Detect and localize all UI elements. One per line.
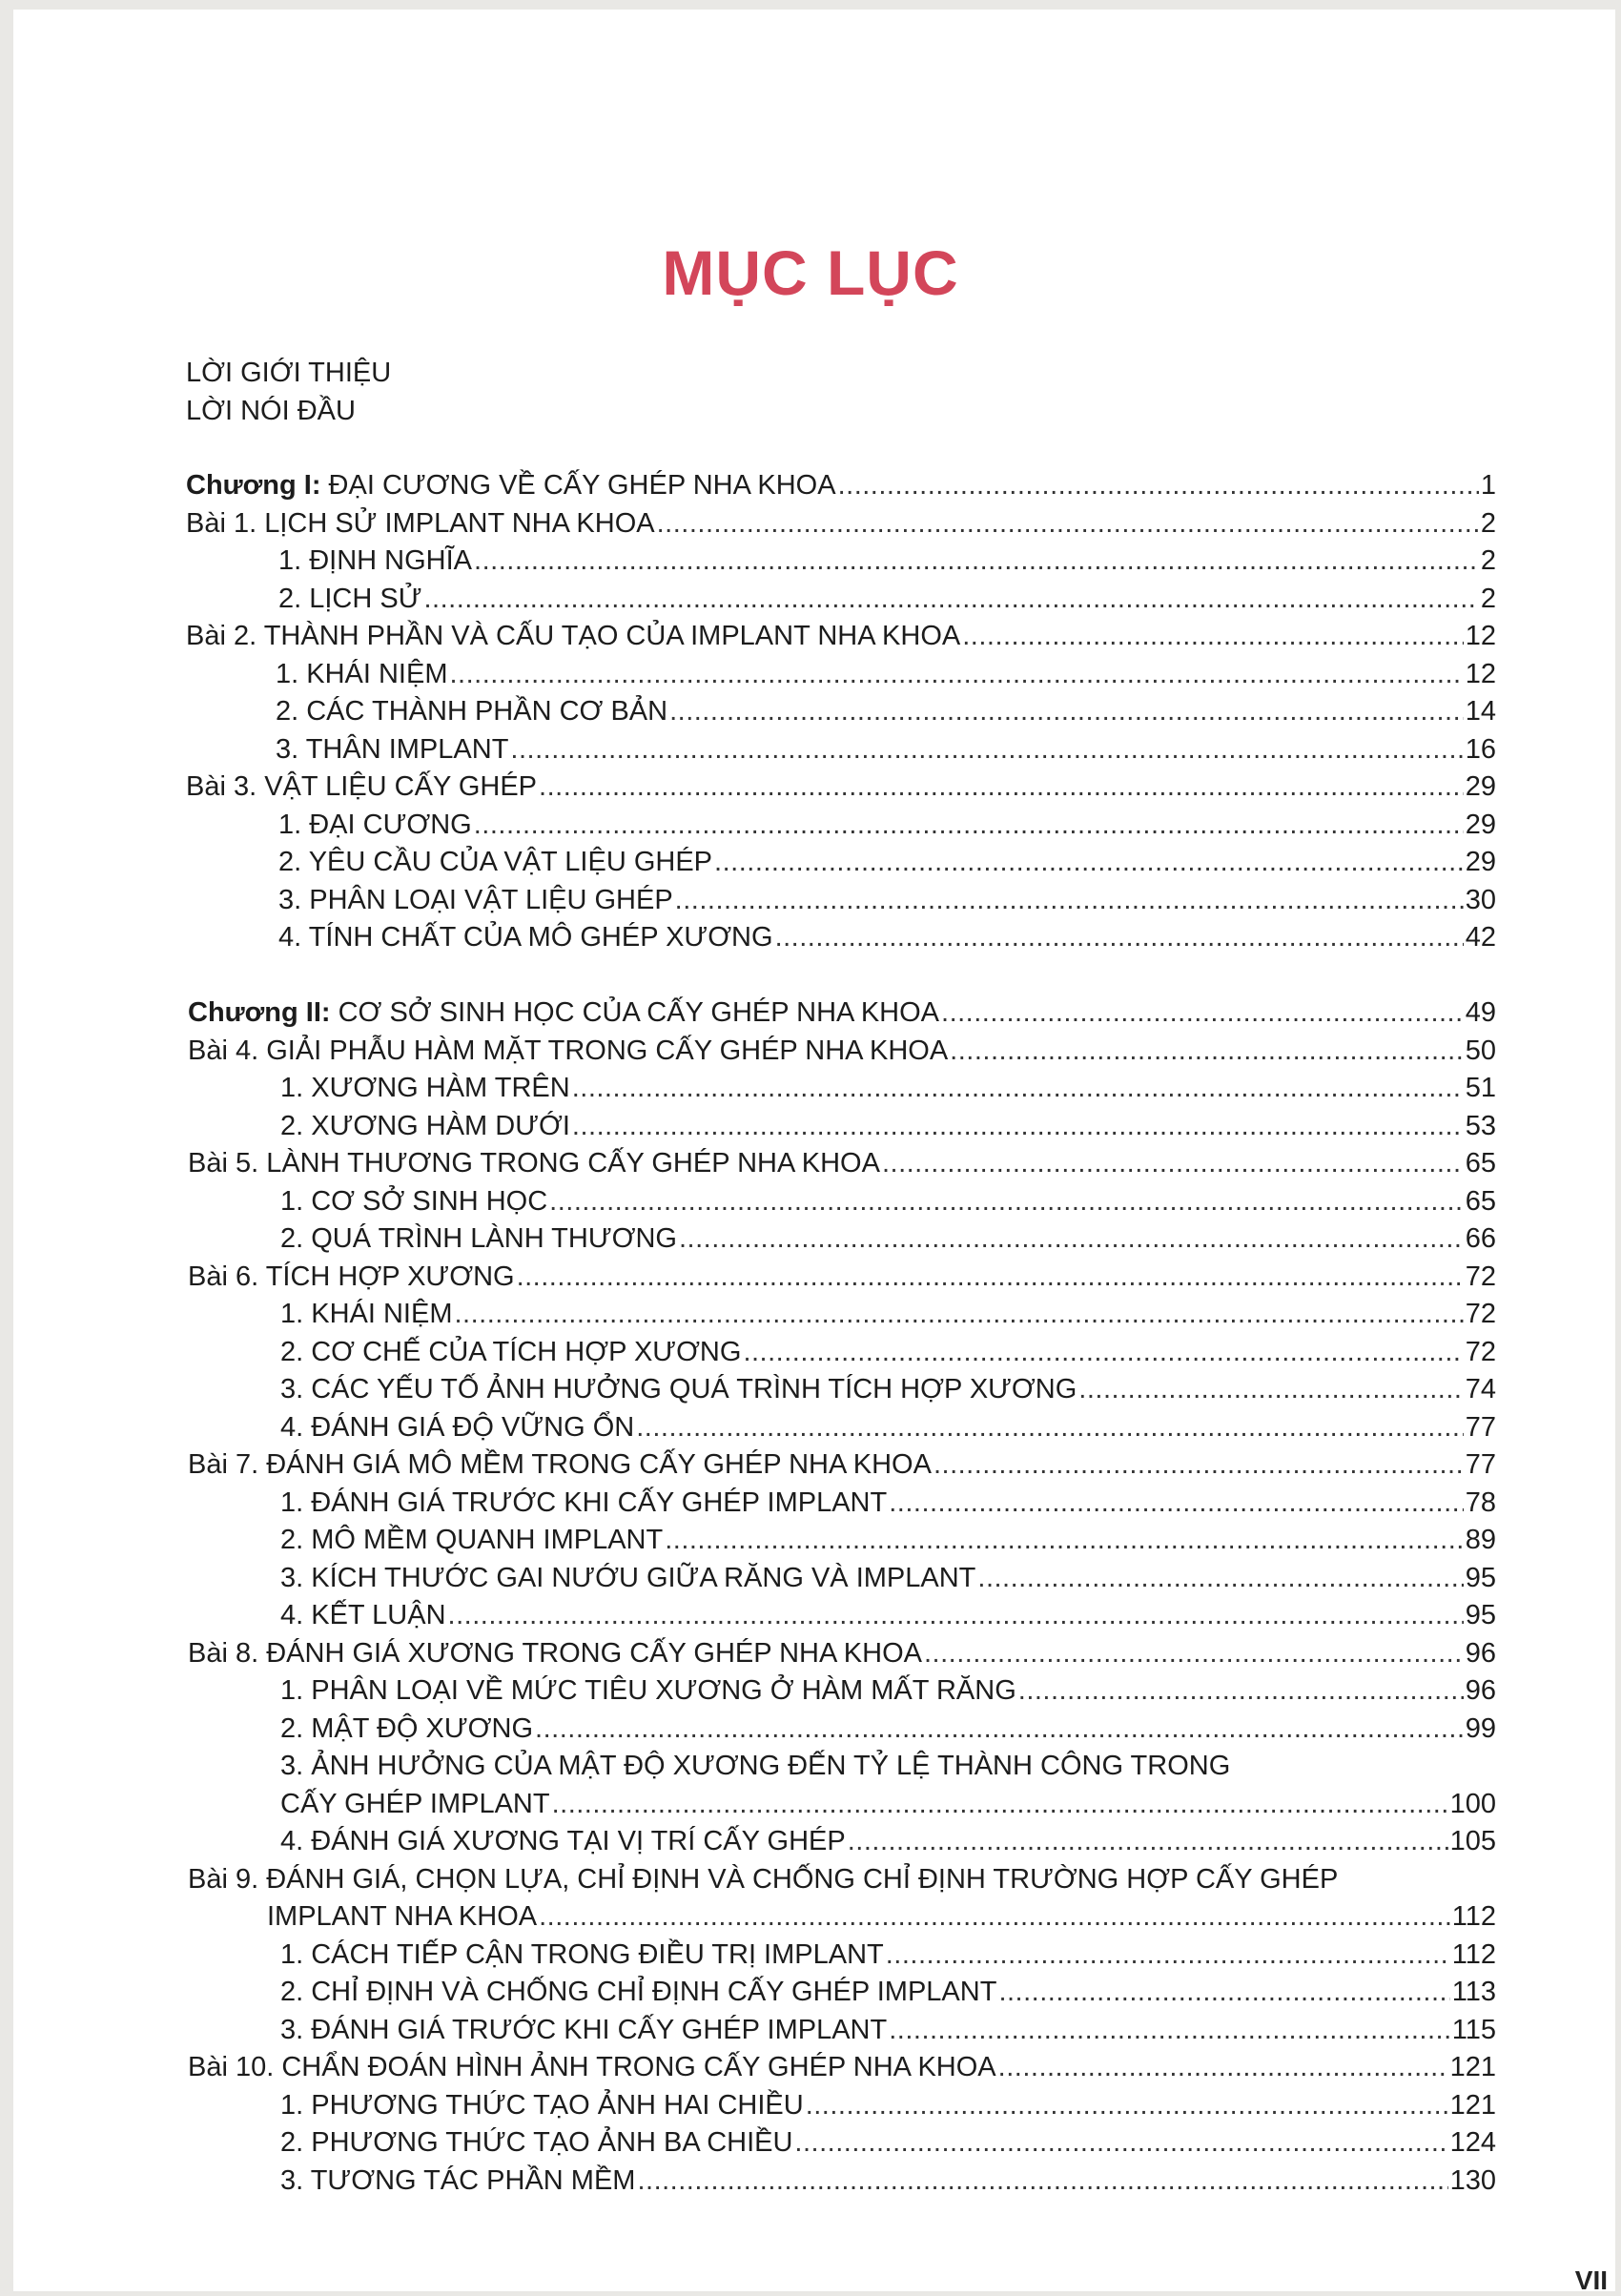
toc-entry-text: 3. THÂN IMPLANT [276, 734, 509, 765]
toc-entry-text: 4. KẾT LUẬN [280, 1600, 446, 1630]
leader-dots [510, 731, 1463, 768]
chapter-label: Chương II: [188, 997, 331, 1028]
leader-dots [517, 1259, 1464, 1295]
toc-page-number: 12 [1465, 659, 1496, 689]
toc-page-number: 29 [1465, 771, 1496, 802]
toc-page-number: 2 [1480, 508, 1496, 539]
leader-dots [848, 1823, 1448, 1859]
toc-item[interactable] [280, 1937, 1496, 1973]
toc-page-number: 42 [1465, 922, 1496, 953]
toc-entry-text: 1. XƯƠNG HÀM TRÊN [280, 1073, 570, 1103]
leader-dots [1018, 1672, 1464, 1709]
toc-item-wrapped[interactable]: 3. ẢNH HƯỞNG CỦA MẬT ĐỘ XƯƠNG ĐẾN TỶ LỆ THÀNH CÔNG TRONG [280, 1751, 1231, 1781]
toc-item[interactable] [280, 1220, 1496, 1257]
toc-entry-text: 3. ĐÁNH GIÁ TRƯỚC KHI CẤY GHÉP IMPLANT [280, 2015, 888, 2045]
toc-entry-text: 3. CÁC YẾU TỐ ẢNH HƯỞNG QUÁ TRÌNH TÍCH HỢP XƯƠNG [280, 1374, 1077, 1404]
toc-page-number: 66 [1465, 1223, 1496, 1254]
toc-entry-text: 3. KÍCH THƯỚC GAI NƯỚU GIỮA RĂNG VÀ IMPLANT [280, 1563, 976, 1593]
toc-item[interactable] [280, 1522, 1496, 1558]
leader-dots [838, 467, 1479, 503]
toc-page-number: 65 [1465, 1186, 1496, 1217]
toc-item[interactable] [280, 2124, 1496, 2161]
toc-lesson[interactable] [188, 2049, 1496, 2085]
toc-page-number: 2 [1480, 584, 1496, 614]
toc-entry-text: 2. CƠ CHẾ CỦA TÍCH HỢP XƯƠNG [280, 1337, 742, 1367]
toc-item[interactable] [280, 2012, 1496, 2048]
intro-line-2: LỜI NÓI ĐẦU [186, 396, 356, 426]
toc-item[interactable] [276, 693, 1496, 729]
toc-lesson[interactable] [186, 618, 1496, 654]
leader-dots [714, 844, 1464, 880]
toc-entry-text: CƠ SỞ SINH HỌC CỦA CẤY GHÉP NHA KHOA [338, 997, 940, 1028]
leader-dots [637, 2163, 1447, 2199]
toc-item[interactable] [278, 919, 1496, 955]
toc-page-number: 96 [1465, 1638, 1496, 1669]
toc-page-number: 51 [1465, 1073, 1496, 1103]
leader-dots [1078, 1371, 1463, 1407]
toc-page-number: 96 [1465, 1675, 1496, 1706]
toc-page-number: 124 [1449, 2127, 1496, 2158]
leader-dots [794, 2124, 1447, 2161]
toc-page-number: 77 [1465, 1449, 1496, 1480]
leader-dots [882, 1145, 1464, 1181]
toc-entry-text: 2. CHỈ ĐỊNH VÀ CHỐNG CHỈ ĐỊNH CẤY GHÉP IMPLANT [280, 1977, 997, 2007]
toc-entry-text: Bài 7. ĐÁNH GIÁ MÔ MỀM TRONG CẤY GHÉP NHA KHOA [188, 1449, 932, 1480]
leader-dots [679, 1220, 1464, 1257]
toc-entry-text: 2. LỊCH SỬ [278, 584, 422, 614]
toc-page-number: 1 [1480, 470, 1496, 501]
toc-item[interactable] [278, 581, 1496, 617]
toc-item[interactable] [280, 1560, 1496, 1596]
toc-item[interactable] [280, 1070, 1496, 1106]
toc-lesson[interactable] [186, 505, 1496, 542]
leader-dots [636, 1409, 1464, 1445]
toc-lesson[interactable] [188, 1446, 1496, 1483]
toc-page-number: 121 [1449, 2090, 1496, 2121]
toc-page-number: 100 [1449, 1789, 1496, 1819]
toc-entry-text: 2. QUÁ TRÌNH LÀNH THƯƠNG [280, 1223, 677, 1254]
toc-entry-text: 2. PHƯƠNG THỨC TẠO ẢNH BA CHIỀU [280, 2127, 793, 2158]
toc-entry-text: 4. ĐÁNH GIÁ XƯƠNG TẠI VỊ TRÍ CẤY GHÉP [280, 1826, 846, 1856]
leader-dots [552, 1786, 1448, 1822]
leader-dots [572, 1070, 1464, 1106]
toc-entry-text: 1. ĐỊNH NGHĨA [278, 545, 473, 576]
toc-page-number: 89 [1465, 1525, 1496, 1555]
toc-lesson-wrapped[interactable]: Bài 9. ĐÁNH GIÁ, CHỌN LỰA, CHỈ ĐỊNH VÀ CHỐNG CHỈ ĐỊNH TRƯỜNG HỢP CẤY GHÉP [188, 1864, 1339, 1895]
toc-page-number: 12 [1465, 621, 1496, 651]
toc-page-number: 99 [1465, 1713, 1496, 1744]
toc-item[interactable] [278, 844, 1496, 880]
leader-dots [572, 1108, 1464, 1144]
toc-page-number: 72 [1465, 1299, 1496, 1329]
toc-entry-text: 1. PHƯƠNG THỨC TẠO ẢNH HAI CHIỀU [280, 2090, 804, 2121]
chapter-label: Chương I: [186, 470, 321, 501]
toc-page-number: 29 [1465, 810, 1496, 840]
leader-dots [423, 581, 1478, 617]
toc-entry-text: IMPLANT NHA KHOA [267, 1901, 538, 1932]
leader-dots [775, 919, 1464, 955]
toc-entry-text: 2. YÊU CẦU CỦA VẬT LIỆU GHÉP [278, 847, 713, 877]
leader-dots [669, 693, 1464, 729]
toc-item-continuation[interactable] [280, 1786, 1496, 1822]
leader-dots [665, 1522, 1464, 1558]
toc-item[interactable] [280, 1974, 1496, 2010]
toc-entry-text: 4. ĐÁNH GIÁ ĐỘ VỮNG ỔN [280, 1412, 635, 1443]
toc-item[interactable] [280, 1108, 1496, 1144]
toc-item[interactable] [280, 2163, 1496, 2199]
leader-dots [998, 1974, 1449, 2010]
toc-page-number: 72 [1465, 1261, 1496, 1292]
toc-item[interactable] [280, 1485, 1496, 1521]
toc-entry-text: 1. KHÁI NIỆM [276, 659, 448, 689]
toc-entry-text: Bài 5. LÀNH THƯƠNG TRONG CẤY GHÉP NHA KHOA [188, 1148, 880, 1179]
toc-item[interactable] [280, 1823, 1496, 1859]
toc-lesson-continuation[interactable] [267, 1898, 1496, 1935]
toc-entry-text: CẤY GHÉP IMPLANT [280, 1789, 550, 1819]
toc-item[interactable] [280, 2087, 1496, 2123]
toc-page-number: 130 [1449, 2165, 1496, 2196]
leader-dots [934, 1446, 1464, 1483]
toc-chapter[interactable] [188, 994, 1496, 1031]
toc-page-number: 95 [1465, 1600, 1496, 1630]
leader-dots [539, 769, 1464, 805]
toc-page-number: 112 [1451, 1939, 1496, 1970]
toc-entry-text: ĐẠI CƯƠNG VỀ CẤY GHÉP NHA KHOA [328, 470, 836, 501]
leader-dots [998, 2049, 1448, 2085]
leader-dots [886, 1937, 1450, 1973]
toc-item[interactable] [280, 1183, 1496, 1220]
leader-dots [474, 807, 1464, 843]
page-title: MỤC LỤC [662, 237, 959, 308]
toc-page-number: 49 [1465, 997, 1496, 1028]
toc-item[interactable] [280, 1711, 1496, 1747]
toc-page-number: 113 [1451, 1977, 1496, 2007]
toc-item[interactable] [280, 1672, 1496, 1709]
toc-entry-text: 1. PHÂN LOẠI VỀ MỨC TIÊU XƯƠNG Ở HÀM MẤT RĂNG [280, 1675, 1016, 1706]
intro-line-1: LỜI GIỚI THIỆU [186, 358, 392, 388]
leader-dots [539, 1898, 1450, 1935]
leader-dots [941, 994, 1464, 1031]
toc-page-number: 105 [1449, 1826, 1496, 1856]
leader-dots [549, 1183, 1464, 1220]
leader-dots [962, 618, 1464, 654]
toc-entry-text: 2. MẬT ĐỘ XƯƠNG [280, 1713, 534, 1744]
toc-page-number: 29 [1465, 847, 1496, 877]
toc-page-number: 53 [1465, 1111, 1496, 1141]
toc-lesson[interactable] [188, 1635, 1496, 1671]
toc-page-number: 115 [1451, 2015, 1496, 2045]
toc-entry-text: Bài 2. THÀNH PHẦN VÀ CẤU TẠO CỦA IMPLANT NHA KHOA [186, 621, 961, 651]
leader-dots [924, 1635, 1464, 1671]
toc-entry-text: 1. CÁCH TIẾP CẬN TRONG ĐIỀU TRỊ IMPLANT [280, 1939, 884, 1970]
toc-lesson[interactable] [188, 1033, 1496, 1069]
toc-entry-text: 2. CÁC THÀNH PHẦN CƠ BẢN [276, 696, 668, 727]
toc-chapter[interactable] [186, 467, 1496, 503]
toc-entry-text: 1. CƠ SỞ SINH HỌC [280, 1186, 548, 1217]
toc-page-number: 95 [1465, 1563, 1496, 1593]
leader-dots [889, 2012, 1450, 2048]
toc-page-number: 74 [1465, 1374, 1496, 1404]
page-number-roman: VII [1574, 2265, 1608, 2295]
leader-dots [448, 1597, 1464, 1633]
leader-dots [450, 656, 1464, 692]
toc-entry-text: 4. TÍNH CHẤT CỦA MÔ GHÉP XƯƠNG [278, 922, 773, 953]
leader-dots [806, 2087, 1448, 2123]
toc-entry-text: 2. MÔ MỀM QUANH IMPLANT [280, 1525, 664, 1555]
toc-page-number: 112 [1451, 1901, 1496, 1932]
toc-page-number: 78 [1465, 1487, 1496, 1518]
toc-page-number: 2 [1480, 545, 1496, 576]
toc-page-number: 65 [1465, 1148, 1496, 1179]
toc-item[interactable] [280, 1409, 1496, 1445]
toc-item[interactable] [280, 1296, 1496, 1332]
toc-lesson[interactable] [186, 769, 1496, 805]
toc-item[interactable] [276, 731, 1496, 768]
toc-item[interactable] [278, 807, 1496, 843]
toc-item[interactable] [278, 882, 1496, 918]
leader-dots [474, 543, 1479, 579]
toc-page-number: 30 [1465, 885, 1496, 915]
leader-dots [657, 505, 1479, 542]
toc-page-number: 77 [1465, 1412, 1496, 1443]
toc-item[interactable] [278, 543, 1496, 579]
toc-entry-text: 1. ĐÁNH GIÁ TRƯỚC KHI CẤY GHÉP IMPLANT [280, 1487, 888, 1518]
leader-dots [950, 1033, 1464, 1069]
toc-entry-text: Bài 10. CHẨN ĐOÁN HÌNH ẢNH TRONG CẤY GHÉP NHA KHOA [188, 2052, 996, 2082]
toc-page-number: 72 [1465, 1337, 1496, 1367]
toc-entry-text: 3. PHÂN LOẠI VẬT LIỆU GHÉP [278, 885, 673, 915]
leader-dots [977, 1560, 1463, 1596]
leader-dots [743, 1334, 1463, 1370]
toc-page-number: 121 [1449, 2052, 1496, 2082]
toc-lesson[interactable] [188, 1259, 1496, 1295]
leader-dots [535, 1711, 1464, 1747]
toc-page-number: 14 [1465, 696, 1496, 727]
leader-dots [675, 882, 1464, 918]
toc-entry-text: 3. TƯƠNG TÁC PHẦN MỀM [280, 2165, 636, 2196]
leader-dots [889, 1485, 1464, 1521]
toc-lesson[interactable] [188, 1145, 1496, 1181]
toc-entry-text: 2. XƯƠNG HÀM DƯỚI [280, 1111, 570, 1141]
toc-item[interactable] [276, 656, 1496, 692]
toc-entry-text: Bài 6. TÍCH HỢP XƯƠNG [188, 1261, 515, 1292]
toc-item[interactable] [280, 1597, 1496, 1633]
toc-entry-text: Bài 4. GIẢI PHẪU HÀM MẶT TRONG CẤY GHÉP NHA KHOA [188, 1035, 949, 1066]
toc-entry-text: Bài 1. LỊCH SỬ IMPLANT NHA KHOA [186, 508, 655, 539]
toc-page-number: 16 [1465, 734, 1496, 765]
leader-dots [455, 1296, 1464, 1332]
toc-entry-text: 1. ĐẠI CƯƠNG [278, 810, 472, 840]
toc-entry-text: Bài 8. ĐÁNH GIÁ XƯƠNG TRONG CẤY GHÉP NHA KHOA [188, 1638, 922, 1669]
toc-item[interactable] [280, 1371, 1496, 1407]
toc-item[interactable] [280, 1334, 1496, 1370]
toc-page-number: 50 [1465, 1035, 1496, 1066]
toc-entry-text: 1. KHÁI NIỆM [280, 1299, 453, 1329]
toc-entry-text: Bài 3. VẬT LIỆU CẤY GHÉP [186, 771, 538, 802]
